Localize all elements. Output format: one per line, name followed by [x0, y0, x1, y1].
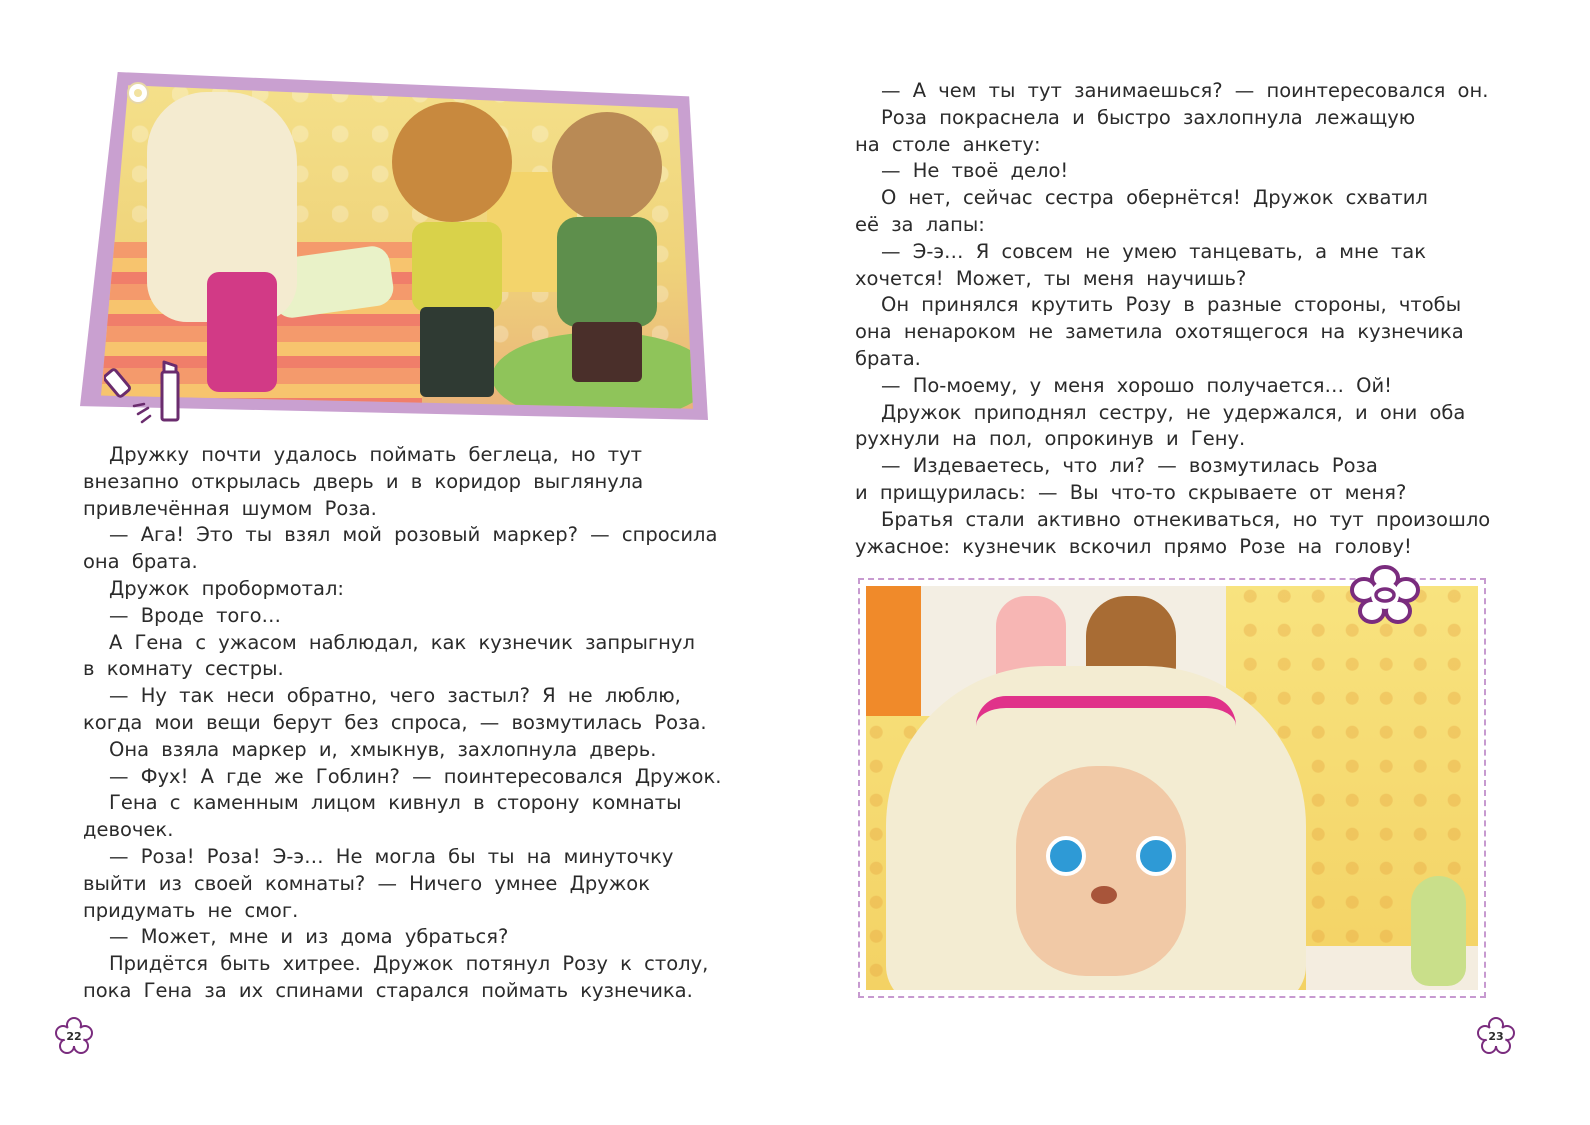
- druzhok-head: [392, 102, 512, 222]
- corner-flower-icon: [118, 78, 158, 108]
- text-line: О нет, сейчас сестра обернётся! Дружок схватил: [881, 186, 1428, 210]
- bottom-illustration: [866, 586, 1478, 990]
- gena-head: [552, 112, 662, 222]
- text-line: Гена с каменным лицом кивнул в сторону комнаты: [109, 791, 682, 815]
- orange-cabinet: [866, 586, 921, 716]
- text-line: Братья стали активно отнекиваться, но тут произошло: [881, 507, 1491, 531]
- text-line: она брата.: [83, 550, 198, 574]
- text-line: когда мои вещи берут без спроса, — возмутилась Роза.: [83, 710, 707, 734]
- text-line: и прищурилась: — Вы что-то скрываете от меня?: [855, 480, 1407, 504]
- page-number-right: [1477, 1017, 1515, 1055]
- rosa-body: [207, 272, 277, 392]
- rosa-nose: [1091, 886, 1117, 904]
- text-line: — А чем ты тут занимаешься? — поинтересовался он.: [881, 79, 1489, 102]
- text-line: она ненароком не заметила охотящегося на кузнечика: [855, 320, 1464, 344]
- text-line: — Не твоё дело!: [881, 159, 1069, 183]
- left-page-text: [83, 442, 723, 1005]
- text-line: — Фух! А где же Гоблин? — поинтересовался Дружок.: [109, 764, 722, 788]
- character-gena: [542, 112, 672, 392]
- page-number-text: 22: [66, 1029, 82, 1043]
- text-line: хочется! Может, ты меня научишь?: [855, 266, 1247, 290]
- rosa-left-eye: [1046, 836, 1086, 876]
- character-druzhok: [382, 102, 522, 402]
- text-line: — Издеваетесь, что ли? — возмутилась Роза: [881, 454, 1378, 478]
- text-line: девочек.: [83, 818, 174, 842]
- text-line: А Гена с ужасом наблюдал, как кузнечик запрыгнул: [109, 630, 695, 654]
- text-line: в комнату сестры.: [83, 657, 284, 681]
- page-number-left: [55, 1017, 93, 1055]
- druzhok-body: [412, 222, 502, 312]
- text-line: Дружку почти удалось поймать беглеца, но тут: [109, 443, 642, 466]
- rosa-headband: [976, 696, 1236, 726]
- text-line: Дружок приподнял сестру, не удержался, и они оба: [881, 400, 1466, 424]
- text-line: — Ну так неси обратно, чего застыл? Я не люблю,: [109, 684, 681, 708]
- text-line: ужасное: кузнечик вскочил прямо Розе на голову!: [855, 534, 1412, 558]
- text-line: на столе анкету:: [855, 132, 1041, 156]
- text-line: её за лапы:: [855, 212, 985, 236]
- text-line: Он принялся крутить Розу в разные стороны, чтобы: [881, 293, 1462, 317]
- text-line: — По-моему, у меня хорошо получается… Ой!: [881, 373, 1392, 397]
- right-page-text: [855, 78, 1495, 560]
- text-line: внезапно открылась дверь и в коридор выглянула: [83, 469, 644, 493]
- text-line: — Роза! Роза! Э-э… Не могла бы ты на минуточку: [109, 844, 674, 868]
- text-line: привлечённая шумом Роза.: [83, 496, 377, 520]
- text-line: Дружок пробормотал:: [109, 576, 345, 600]
- lipstick-icon: [104, 358, 194, 428]
- text-line: брата.: [855, 346, 921, 370]
- text-line: пока Гена за их спинами старался поймать кузнечика.: [83, 978, 693, 1002]
- druzhok-legs: [420, 307, 494, 397]
- text-line: — Э-э… Я совсем не умею танцевать, а мне так: [881, 239, 1426, 263]
- flower-icon: [1350, 564, 1420, 626]
- gena-legs: [572, 322, 642, 382]
- text-line: придумать не смог.: [83, 898, 299, 922]
- text-line: — Может, мне и из дома убраться?: [109, 925, 509, 949]
- text-line: Роза покраснела и быстро захлопнула лежащую: [881, 105, 1416, 129]
- text-line: Придётся быть хитрее. Дружок потянул Розу к столу,: [109, 952, 709, 976]
- gena-body: [557, 217, 657, 327]
- text-line: рухнули на пол, опрокинув и Гену.: [855, 427, 1246, 451]
- text-line: Она взяла маркер и, хмыкнув, захлопнула дверь.: [109, 737, 657, 761]
- text-line: выйти из своей комнаты? — Ничего умнее Дружок: [83, 871, 651, 895]
- page-number-text: 23: [1488, 1029, 1504, 1043]
- rosa-right-eye: [1136, 836, 1176, 876]
- text-line: — Вроде того…: [109, 603, 282, 627]
- text-line: — Ага! Это ты взял мой розовый маркер? — спросила: [109, 523, 718, 547]
- vase: [1411, 876, 1466, 986]
